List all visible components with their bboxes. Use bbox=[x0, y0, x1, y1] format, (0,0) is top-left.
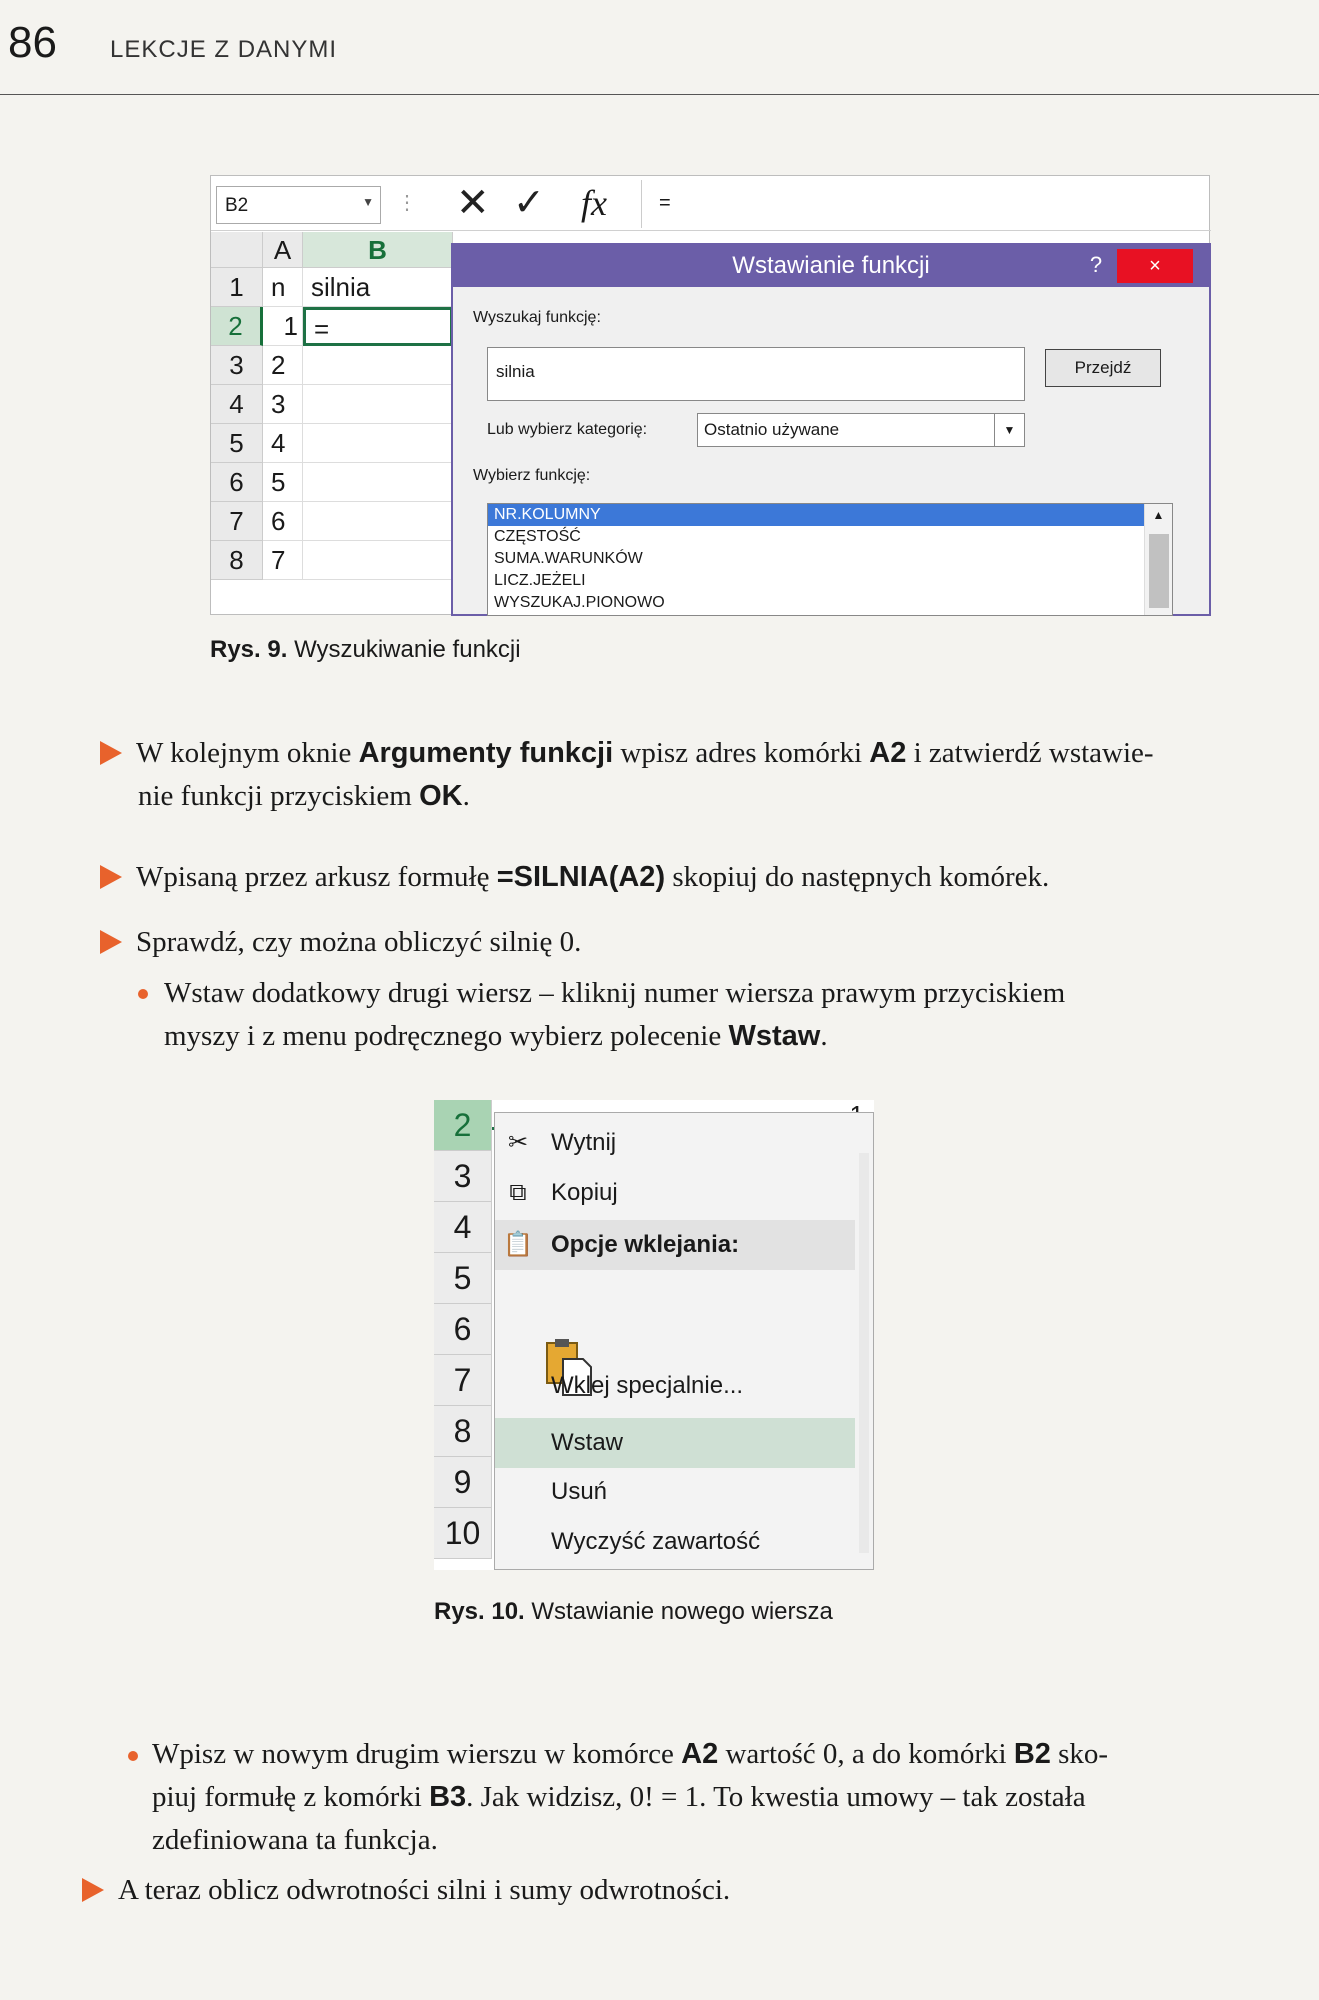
function-item[interactable]: CZĘSTOŚĆ bbox=[494, 528, 581, 545]
help-icon[interactable]: ? bbox=[1089, 252, 1103, 277]
page-header bbox=[0, 0, 1319, 95]
instruction-paragraph bbox=[82, 1870, 1282, 1910]
row-header[interactable]: 8 bbox=[434, 1406, 492, 1457]
close-button[interactable]: × bbox=[1117, 249, 1193, 283]
figure-10-caption bbox=[434, 1598, 833, 1626]
menu-item-label: Wstaw bbox=[551, 1429, 623, 1456]
bullet-item bbox=[164, 973, 1294, 1013]
dot-bullet-icon bbox=[138, 989, 148, 999]
row-header[interactable]: 3 bbox=[434, 1151, 492, 1202]
menu-item-insert[interactable] bbox=[495, 1418, 855, 1468]
function-item-selected[interactable]: NR.KOLUMNY bbox=[488, 504, 1172, 526]
row-header[interactable]: 4 bbox=[211, 385, 263, 424]
chevron-down-icon[interactable]: ▼ bbox=[362, 195, 374, 209]
function-item[interactable]: SUMA.WARUNKÓW bbox=[494, 550, 643, 567]
formula-input[interactable] bbox=[641, 180, 1211, 228]
text: Wstaw dodatkowy drugi wiersz – kliknij numer wiersza prawym przyciskiem bbox=[164, 977, 1066, 1009]
row-header[interactable]: 8 bbox=[211, 541, 263, 580]
text: . bbox=[820, 1020, 828, 1052]
row-header[interactable]: 9 bbox=[434, 1457, 492, 1508]
context-menu bbox=[494, 1112, 874, 1570]
text: . bbox=[462, 780, 470, 812]
menu-section-paste-options bbox=[495, 1220, 855, 1270]
text: wpisz adres komórki bbox=[613, 737, 870, 769]
bold-text: =SILNIA(A2) bbox=[496, 861, 666, 893]
formula-value: = bbox=[659, 192, 671, 214]
bold-text: Argumenty funkcji bbox=[358, 737, 614, 769]
bold-text: B2 bbox=[1013, 1738, 1051, 1770]
column-header-b[interactable]: B bbox=[303, 232, 453, 268]
cell-a7[interactable]: 6 bbox=[263, 502, 303, 541]
function-list[interactable] bbox=[487, 503, 1173, 616]
text: i zatwierdź wstawie- bbox=[906, 737, 1154, 769]
cell-a6[interactable]: 5 bbox=[263, 463, 303, 502]
figure-9-caption bbox=[210, 636, 521, 664]
drag-handle-icon: ⋮ bbox=[397, 192, 417, 214]
scroll-thumb[interactable] bbox=[1149, 534, 1169, 608]
row-header[interactable]: 5 bbox=[211, 424, 263, 463]
menu-item-copy[interactable] bbox=[495, 1168, 855, 1218]
row-header-selected[interactable]: 2 bbox=[211, 307, 263, 346]
insert-function-icon[interactable]: fx bbox=[581, 183, 607, 223]
category-value: Ostatnio używane bbox=[704, 420, 840, 439]
instruction-paragraph bbox=[100, 733, 1300, 773]
figure-insert-function bbox=[210, 175, 1210, 615]
select-all-corner[interactable] bbox=[211, 232, 263, 268]
instruction-paragraph bbox=[100, 922, 1300, 962]
paste-icon: 📋 bbox=[503, 1231, 533, 1258]
bold-text: B3 bbox=[429, 1781, 467, 1813]
text: wartość 0, a do komórki bbox=[718, 1738, 1014, 1770]
caption-text: Wyszukiwanie funkcji bbox=[294, 636, 521, 663]
row-header[interactable]: 6 bbox=[211, 463, 263, 502]
cell-b2-active[interactable]: = bbox=[303, 307, 453, 346]
menu-item-delete[interactable] bbox=[495, 1467, 855, 1517]
text: nie funkcji przyciskiem bbox=[138, 780, 420, 812]
column-header-a[interactable]: A bbox=[263, 232, 303, 268]
figure-context-menu bbox=[434, 1100, 874, 1570]
cell-a4[interactable]: 3 bbox=[263, 385, 303, 424]
scissors-icon: ✂ bbox=[507, 1129, 529, 1156]
cell-a2[interactable]: 1 bbox=[263, 307, 303, 346]
text: piuj formułę z komórki bbox=[152, 1781, 430, 1813]
row-header[interactable]: 7 bbox=[211, 502, 263, 541]
function-item[interactable]: WYSZUKAJ.PIONOWO bbox=[494, 594, 665, 611]
text: Sprawdź, czy można obliczyć silnię 0. bbox=[136, 926, 582, 958]
row-header[interactable]: 6 bbox=[434, 1304, 492, 1355]
function-item[interactable]: LICZ.JEŻELI bbox=[494, 572, 586, 589]
bold-text: A2 bbox=[681, 1738, 719, 1770]
menu-item-label: Usuń bbox=[551, 1478, 608, 1505]
chevron-down-icon[interactable]: ▼ bbox=[994, 414, 1024, 446]
enter-icon[interactable]: ✓ bbox=[513, 182, 545, 224]
text: zdefiniowana ta funkcja. bbox=[152, 1824, 438, 1856]
cell-a3[interactable]: 2 bbox=[263, 346, 303, 385]
instruction-paragraph bbox=[100, 857, 1300, 897]
instruction-paragraph-line2 bbox=[138, 776, 1298, 816]
cell-b8[interactable] bbox=[303, 541, 453, 580]
dialog-title: Wstawianie funkcji bbox=[453, 245, 1209, 287]
text: W kolejnym oknie bbox=[136, 737, 359, 769]
arrow-bullet-icon bbox=[100, 865, 122, 889]
copy-icon: ⧉ bbox=[509, 1179, 527, 1206]
text: A teraz oblicz odwrotności silni i sumy odwrotności. bbox=[118, 1874, 731, 1906]
menu-scrollbar[interactable] bbox=[859, 1153, 869, 1553]
text: Wpisz w nowym drugim wierszu w komórce bbox=[152, 1738, 682, 1770]
row-header-selected[interactable]: 2 bbox=[434, 1100, 492, 1151]
section-title: LEKCJE Z DANYMI bbox=[110, 36, 338, 63]
select-function-label: Wybierz funkcję: bbox=[473, 467, 591, 484]
text: skopiuj do następnych komórek. bbox=[665, 861, 1050, 893]
text: Wpisaną przez arkusz formułę bbox=[136, 861, 497, 893]
caption-label: Rys. 9. bbox=[210, 636, 288, 663]
function-search-input[interactable]: silnia bbox=[487, 347, 1025, 401]
bullet-item-line2 bbox=[152, 1777, 1302, 1817]
cell-b4[interactable] bbox=[303, 385, 453, 424]
chevron-up-icon[interactable]: ▲ bbox=[1152, 508, 1165, 522]
search-label: Wyszukaj funkcję: bbox=[473, 309, 601, 326]
formula-bar bbox=[211, 176, 1211, 231]
name-box[interactable] bbox=[216, 186, 381, 224]
cell-a8[interactable]: 7 bbox=[263, 541, 303, 580]
row-header[interactable]: 10 bbox=[434, 1508, 492, 1559]
bullet-item-line2 bbox=[164, 1016, 1294, 1056]
bold-text: OK bbox=[419, 780, 463, 812]
category-select[interactable] bbox=[697, 413, 1025, 447]
cell-a5[interactable]: 4 bbox=[263, 424, 303, 463]
row-header[interactable]: 7 bbox=[434, 1355, 492, 1406]
text: sko- bbox=[1050, 1738, 1109, 1770]
row-header[interactable]: 1 bbox=[211, 268, 263, 307]
row-header[interactable]: 3 bbox=[211, 346, 263, 385]
text: . Jak widzisz, 0! = 1. To kwestia umowy – tak została bbox=[466, 1781, 1086, 1813]
list-scrollbar[interactable] bbox=[1144, 504, 1172, 615]
caption-label: Rys. 10. bbox=[434, 1598, 525, 1625]
category-label: Lub wybierz kategorię: bbox=[487, 421, 648, 438]
cancel-icon[interactable]: ✕ bbox=[456, 181, 490, 225]
bullet-item-line3 bbox=[152, 1820, 1302, 1860]
menu-item-label: Wklej specjalnie... bbox=[551, 1372, 744, 1399]
cell-b6[interactable] bbox=[303, 463, 453, 502]
menu-item-paste-special[interactable] bbox=[495, 1361, 855, 1411]
insert-function-dialog bbox=[451, 243, 1211, 616]
caption-text: Wstawianie nowego wiersza bbox=[531, 1598, 833, 1625]
arrow-bullet-icon bbox=[82, 1878, 104, 1902]
cell-b7[interactable] bbox=[303, 502, 453, 541]
cell-a1[interactable]: n bbox=[263, 268, 303, 307]
text: myszy i z menu podręcznego wybierz polecenie bbox=[164, 1020, 729, 1052]
menu-item-label: Kopiuj bbox=[551, 1179, 618, 1206]
arrow-bullet-icon bbox=[100, 930, 122, 954]
menu-item-label: Opcje wklejania: bbox=[551, 1231, 740, 1258]
menu-item-label: Wyczyść zawartość bbox=[551, 1528, 761, 1555]
page-number: 86 bbox=[8, 18, 57, 67]
cell-b3[interactable] bbox=[303, 346, 453, 385]
bullet-item bbox=[152, 1734, 1302, 1774]
bold-text: A2 bbox=[869, 737, 907, 769]
menu-item-cut[interactable] bbox=[495, 1118, 855, 1168]
dot-bullet-icon bbox=[128, 1751, 138, 1761]
cell-b5[interactable] bbox=[303, 424, 453, 463]
bold-text: Wstaw bbox=[728, 1020, 821, 1052]
row-header[interactable]: 4 bbox=[434, 1202, 492, 1253]
go-button[interactable]: Przejdź bbox=[1045, 349, 1161, 387]
row-header[interactable]: 5 bbox=[434, 1253, 492, 1304]
name-box-value: B2 bbox=[225, 195, 249, 216]
cell-b1[interactable]: silnia bbox=[303, 268, 453, 307]
menu-item-label: Wytnij bbox=[551, 1129, 617, 1156]
menu-item-clear-contents[interactable] bbox=[495, 1517, 855, 1567]
arrow-bullet-icon bbox=[100, 741, 122, 765]
